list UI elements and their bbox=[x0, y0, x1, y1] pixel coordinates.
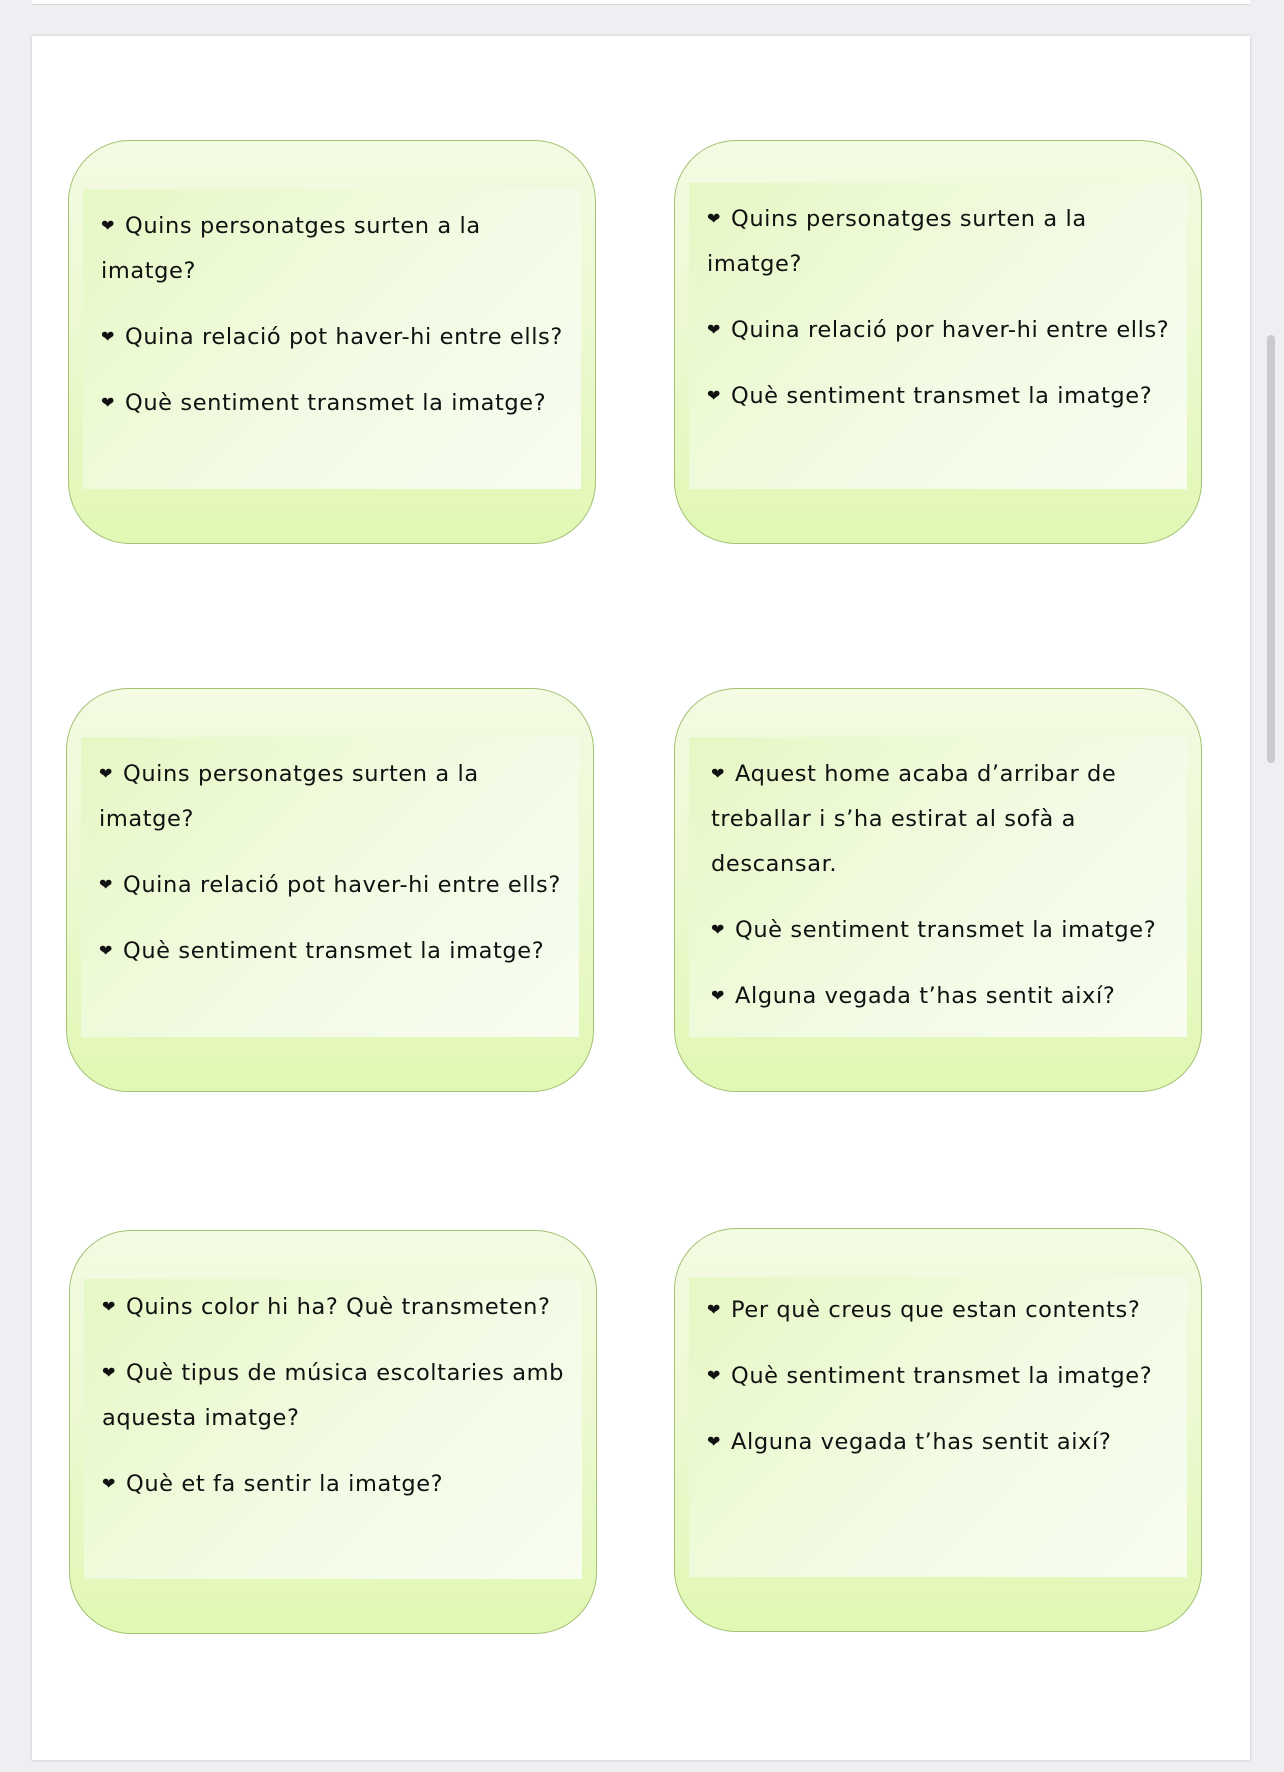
question-text: Per què creus que estan contents? bbox=[731, 1297, 1141, 1323]
question-text: Quins color hi ha? Què transmeten? bbox=[126, 1294, 551, 1320]
heart-icon: ❤ bbox=[102, 1474, 117, 1493]
question-text: Quina relació pot haver-hi entre ells? bbox=[125, 324, 563, 350]
heart-icon: ❤ bbox=[101, 327, 116, 346]
question-item bbox=[99, 862, 575, 908]
question-card-1 bbox=[68, 140, 596, 544]
question-item bbox=[99, 928, 575, 974]
question-text: Quins personatges surten a la imatge? bbox=[707, 206, 1087, 277]
heart-icon: ❤ bbox=[707, 1366, 722, 1385]
question-item bbox=[711, 751, 1183, 887]
document-page bbox=[32, 36, 1250, 1760]
question-text: Quina relació por haver-hi entre ells? bbox=[731, 317, 1170, 343]
card-questions bbox=[99, 751, 575, 974]
question-card-5 bbox=[69, 1230, 597, 1634]
question-text: Què sentiment transmet la imatge? bbox=[125, 390, 547, 416]
heart-icon: ❤ bbox=[101, 393, 116, 412]
question-item bbox=[101, 203, 577, 294]
card-questions bbox=[707, 196, 1183, 419]
question-item bbox=[707, 1287, 1183, 1333]
question-text: Què sentiment transmet la imatge? bbox=[735, 917, 1157, 943]
question-item bbox=[101, 314, 577, 360]
heart-icon: ❤ bbox=[707, 320, 722, 339]
question-item bbox=[102, 1284, 578, 1330]
heart-icon: ❤ bbox=[707, 1432, 722, 1451]
question-text: Alguna vegada t’has sentit així? bbox=[731, 1429, 1112, 1455]
heart-icon: ❤ bbox=[711, 986, 726, 1005]
question-item bbox=[711, 907, 1183, 953]
question-item bbox=[99, 751, 575, 842]
heart-icon: ❤ bbox=[102, 1297, 117, 1316]
question-item bbox=[707, 307, 1183, 353]
question-item bbox=[707, 1419, 1183, 1465]
heart-icon: ❤ bbox=[99, 875, 114, 894]
question-text: Què sentiment transmet la imatge? bbox=[123, 938, 545, 964]
question-item bbox=[711, 973, 1183, 1019]
card-questions bbox=[101, 203, 577, 426]
heart-icon: ❤ bbox=[711, 920, 726, 939]
question-card-3 bbox=[66, 688, 594, 1092]
question-text: Quins personatges surten a la imatge? bbox=[99, 761, 479, 832]
question-item bbox=[101, 380, 577, 426]
question-item bbox=[102, 1461, 578, 1507]
question-item bbox=[707, 196, 1183, 287]
question-card-2 bbox=[674, 140, 1202, 544]
heart-icon: ❤ bbox=[99, 764, 114, 783]
heart-icon: ❤ bbox=[707, 386, 722, 405]
question-text: Què sentiment transmet la imatge? bbox=[731, 383, 1153, 409]
card-questions bbox=[707, 1287, 1183, 1465]
question-item bbox=[707, 1353, 1183, 1399]
heart-icon: ❤ bbox=[711, 764, 726, 783]
question-card-4 bbox=[674, 688, 1202, 1092]
question-text: Què sentiment transmet la imatge? bbox=[731, 1363, 1153, 1389]
question-text: Quins personatges surten a la imatge? bbox=[101, 213, 481, 284]
question-text: Alguna vegada t’has sentit així? bbox=[735, 983, 1116, 1009]
card-questions bbox=[102, 1284, 578, 1507]
question-text: Què tipus de música escoltaries amb aquesta imatge? bbox=[102, 1360, 564, 1431]
heart-icon: ❤ bbox=[101, 216, 116, 235]
question-item bbox=[102, 1350, 578, 1441]
heart-icon: ❤ bbox=[707, 1300, 722, 1319]
question-card-6 bbox=[674, 1228, 1202, 1632]
question-text: Quina relació pot haver-hi entre ells? bbox=[123, 872, 561, 898]
question-item bbox=[707, 373, 1183, 419]
vertical-scrollbar-thumb[interactable] bbox=[1267, 335, 1275, 763]
card-questions bbox=[711, 751, 1183, 1019]
heart-icon: ❤ bbox=[99, 941, 114, 960]
previous-page-edge bbox=[32, 0, 1250, 5]
question-text: Aquest home acaba d’arribar de treballar i s’ha estirat al sofà a descansar. bbox=[711, 761, 1117, 877]
heart-icon: ❤ bbox=[707, 209, 722, 228]
heart-icon: ❤ bbox=[102, 1363, 117, 1382]
question-text: Què et fa sentir la imatge? bbox=[126, 1471, 444, 1497]
